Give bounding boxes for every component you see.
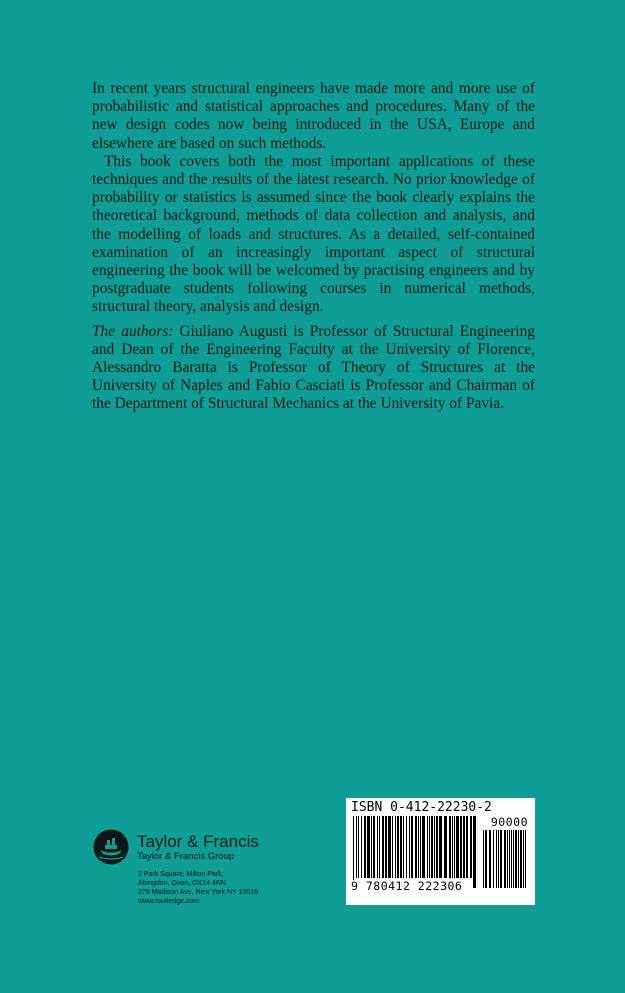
publisher-logo <box>92 828 302 866</box>
publisher-group: Taylor & Francis Group <box>137 851 235 862</box>
isbn-barcode-panel <box>346 798 535 905</box>
back-cover-blurb <box>92 80 535 414</box>
authors-bio: Giuliano Augusti is Professor of Structural Engineering and Dean of the Engineering Faculty at the University of Florence, Alessandro Baratta is Professor of Theory of Structures at the University of Naples and Fabio Casciati is Professor and Chairman of the Department of Structural Mechanics at the University of Pavia. <box>92 322 535 413</box>
publisher-block <box>92 828 302 906</box>
blurb-paragraph-2: This book covers both the most important applications of these techniques and the results of the latest research. No prior knowledge of probability or statistics is assumed since the book clearly explains the theoretical background, methods of data collection and analysis, and the modelling of loads and structures. As a detailed, self-contained examination of an increasingly important aspect of structural engineering the book will be welcomed by practising engineers and by postgraduate students following courses in numerical methods, structural theory, analysis and design. <box>92 152 535 316</box>
address-line: 270 Madison Ave, New York NY 10016 <box>138 889 258 896</box>
address-line: Abingdon, Oxon, OX14 4RN <box>138 880 226 887</box>
ship-in-circle-icon <box>92 828 130 866</box>
blurb-paragraph-1: In recent years structural engineers have made more and more use of probabilistic and statistical approaches and procedures. Many of the new design codes now being introduced in the USA, Europe and elsewhere are based on such methods. <box>92 80 535 152</box>
authors-label: The authors: <box>92 322 174 340</box>
address-line: 2 Park Square, Milton Park, <box>138 871 224 878</box>
publisher-address <box>138 870 302 906</box>
authors-paragraph <box>92 323 535 414</box>
price-code: 90000 <box>490 815 528 829</box>
isbn-number: ISBN 0-412-22230-2 <box>351 800 492 815</box>
publisher-website: www.routledge.com <box>138 898 200 905</box>
ean-number: 9 780412 222306 <box>351 879 463 893</box>
publisher-name: Taylor & Francis <box>137 832 259 851</box>
